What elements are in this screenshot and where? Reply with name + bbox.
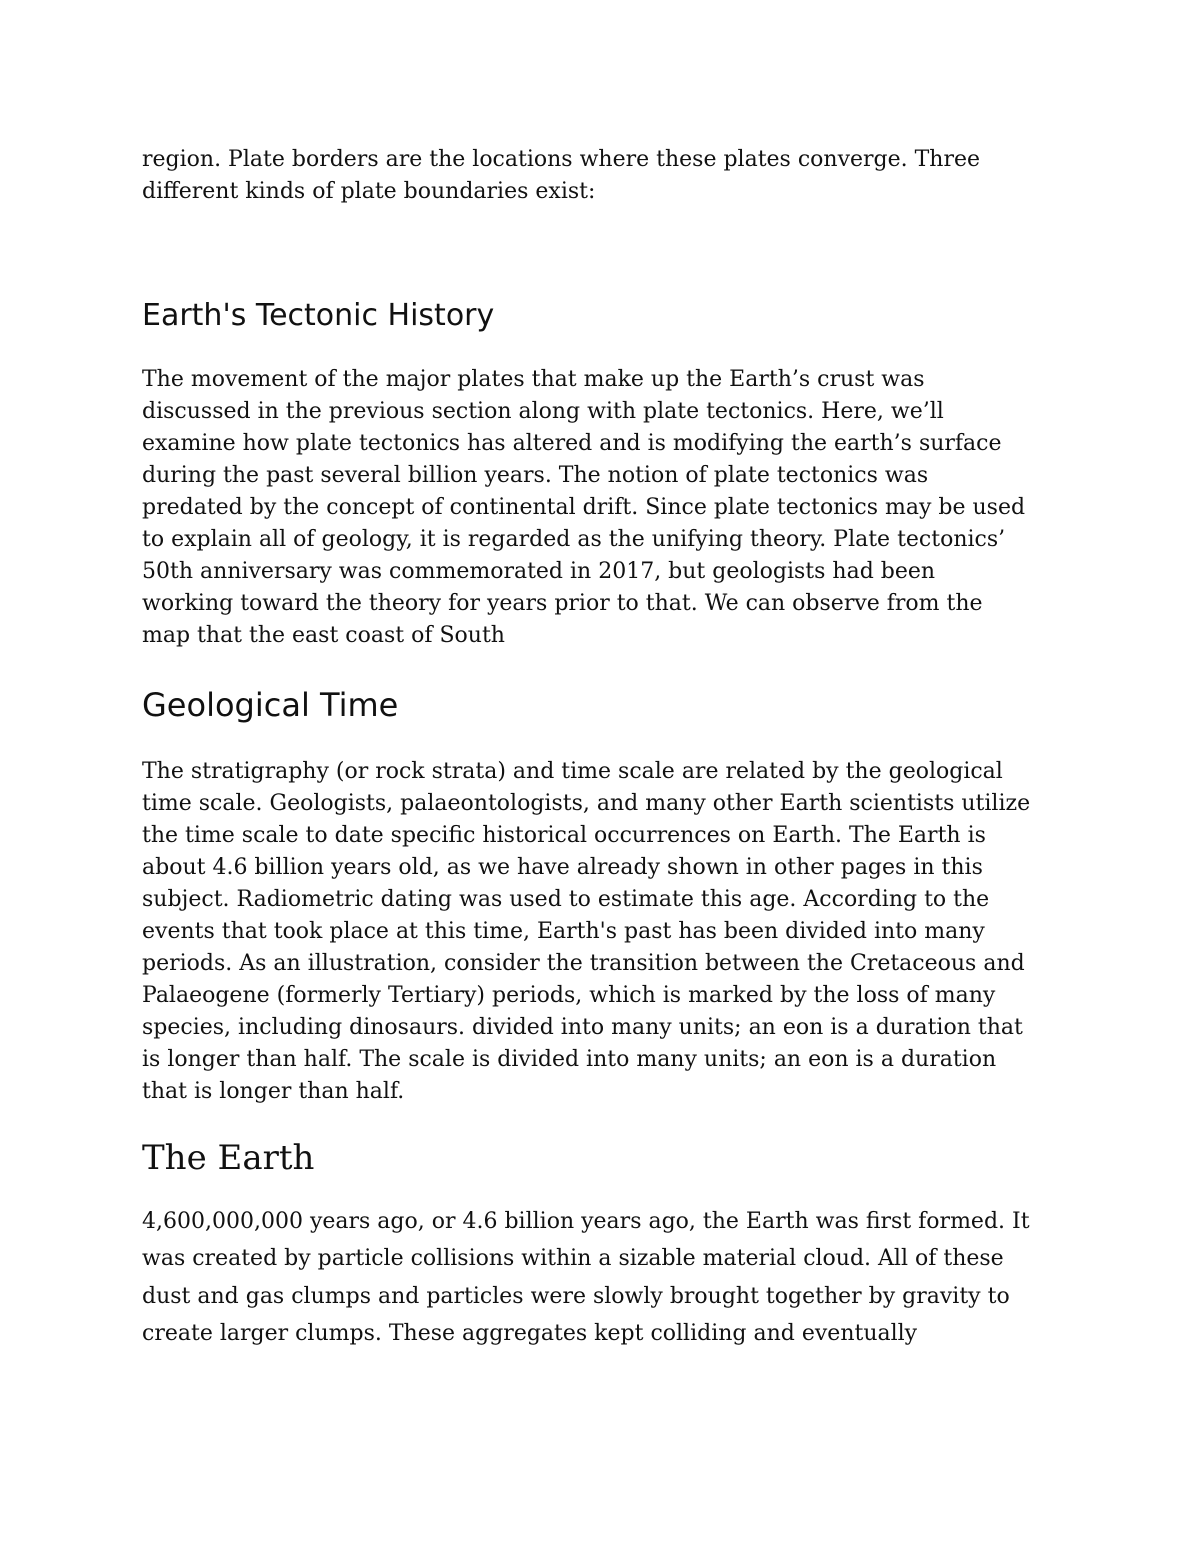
text-line: The stratigraphy (or rock strata) and time scale are related by the geological xyxy=(142,759,1003,784)
text-line: 4,600,000,000 years ago, or 4.6 billion years ago, the Earth was first formed. It xyxy=(142,1209,1030,1234)
section-heading-geological-time: Geological Time xyxy=(142,686,399,724)
text-line: different kinds of plate boundaries exist: xyxy=(142,179,596,204)
text-line: discussed in the previous section along with plate tectonics. Here, we’ll xyxy=(142,399,944,424)
text-line: dust and gas clumps and particles were slowly brought together by gravity to xyxy=(142,1284,1010,1309)
section-heading-the-earth: The Earth xyxy=(142,1138,315,1178)
text-line: create larger clumps. These aggregates kept colliding and eventually xyxy=(142,1321,918,1346)
text-line: to explain all of geology, it is regarded as the unifying theory. Plate tectonics’ xyxy=(142,527,1006,552)
text-line: region. Plate borders are the locations where these plates converge. Three xyxy=(142,147,981,172)
text-line: was created by particle collisions within a sizable material cloud. All of these xyxy=(142,1246,1004,1271)
text-line: working toward the theory for years prior to that. We can observe from the xyxy=(142,591,983,616)
text-line: The movement of the major plates that make up the Earth’s crust was xyxy=(142,367,925,392)
text-line: Palaeogene (formerly Tertiary) periods, which is marked by the loss of many xyxy=(142,983,996,1008)
section-heading-tectonic-history: Earth's Tectonic History xyxy=(142,298,495,333)
text-line: time scale. Geologists, palaeontologists, and many other Earth scientists utilize xyxy=(142,791,1031,816)
text-line: that is longer than half. xyxy=(142,1079,405,1104)
text-line: during the past several billion years. The notion of plate tectonics was xyxy=(142,463,929,488)
text-line: the time scale to date specific historical occurrences on Earth. The Earth is xyxy=(142,823,986,848)
text-line: examine how plate tectonics has altered and is modifying the earth’s surface xyxy=(142,431,1002,456)
text-line: is longer than half. The scale is divided into many units; an eon is a duration xyxy=(142,1047,997,1072)
text-line: map that the east coast of South xyxy=(142,623,505,648)
text-line: predated by the concept of continental drift. Since plate tectonics may be used xyxy=(142,495,1026,520)
text-line: periods. As an illustration, consider the transition between the Cretaceous and xyxy=(142,951,1025,976)
text-line: events that took place at this time, Earth's past has been divided into many xyxy=(142,919,985,944)
text-line: 50th anniversary was commemorated in 2017, but geologists had been xyxy=(142,559,936,584)
text-line: subject. Radiometric dating was used to estimate this age. According to the xyxy=(142,887,990,912)
text-line: species, including dinosaurs. divided into many units; an eon is a duration that xyxy=(142,1015,1023,1040)
text-line: about 4.6 billion years old, as we have already shown in other pages in this xyxy=(142,855,983,880)
